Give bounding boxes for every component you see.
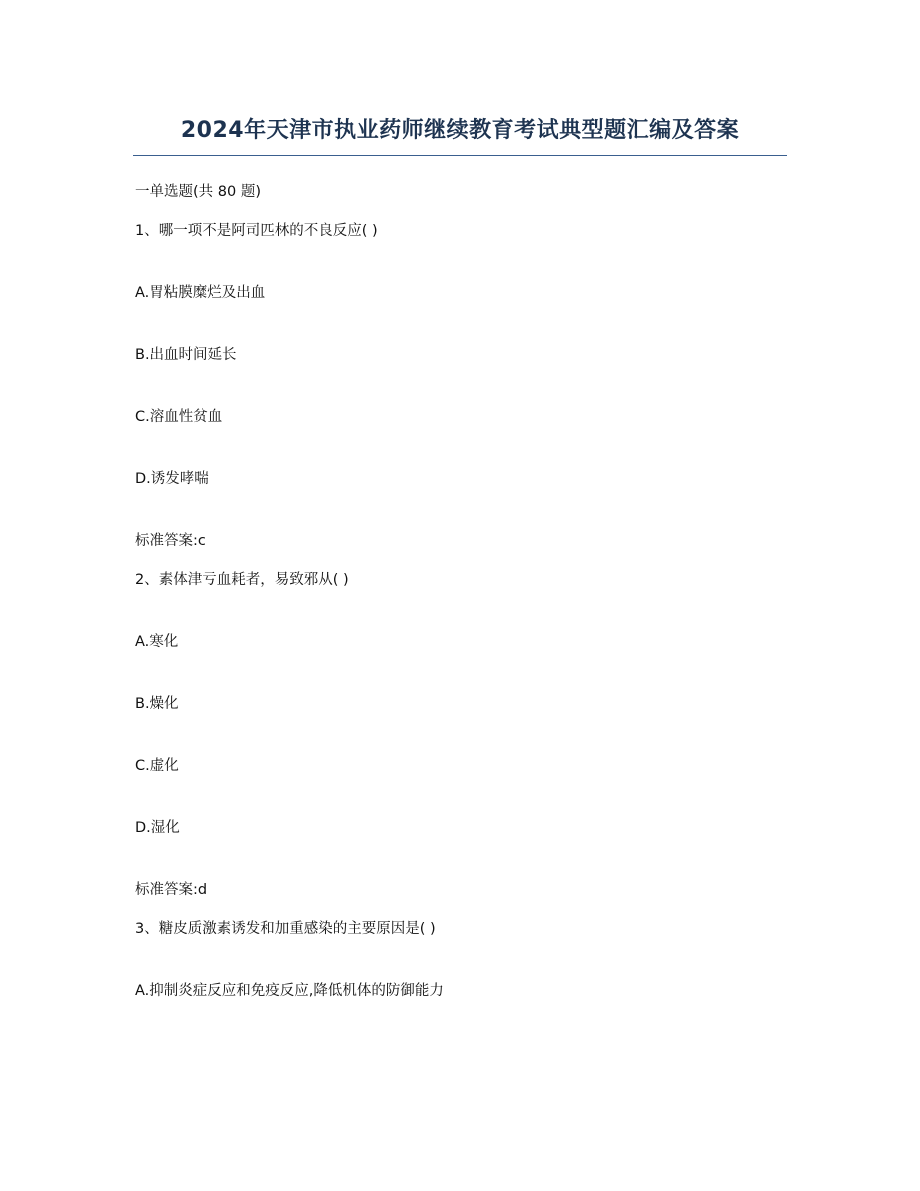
- question-stem: 2、素体津亏血耗者，易致邪从( ): [135, 572, 349, 588]
- question-option: B.燥化: [135, 696, 179, 712]
- question-option: A.抑制炎症反应和免疫反应,降低机体的防御能力: [135, 983, 444, 999]
- title-divider: [133, 155, 787, 156]
- page-title: 2024年天津市执业药师继续教育考试典型题汇编及答案: [180, 118, 740, 143]
- question-option: A.胃粘膜糜烂及出血: [135, 285, 266, 301]
- question-option: C.虚化: [135, 758, 179, 774]
- question-option: A.寒化: [135, 634, 179, 650]
- question-stem: 1、哪一项不是阿司匹林的不良反应( ): [135, 223, 378, 239]
- question-option: D.诱发哮喘: [135, 471, 209, 487]
- section-heading: 一单选题(共 80 题): [135, 184, 261, 200]
- question-option: C.溶血性贫血: [135, 409, 223, 425]
- question-option: B.出血时间延长: [135, 347, 237, 363]
- answer-line: 标准答案:d: [135, 882, 208, 898]
- question-stem: 3、糖皮质激素诱发和加重感染的主要原因是( ): [135, 921, 436, 937]
- question-option: D.湿化: [135, 820, 180, 836]
- answer-line: 标准答案:c: [135, 533, 206, 549]
